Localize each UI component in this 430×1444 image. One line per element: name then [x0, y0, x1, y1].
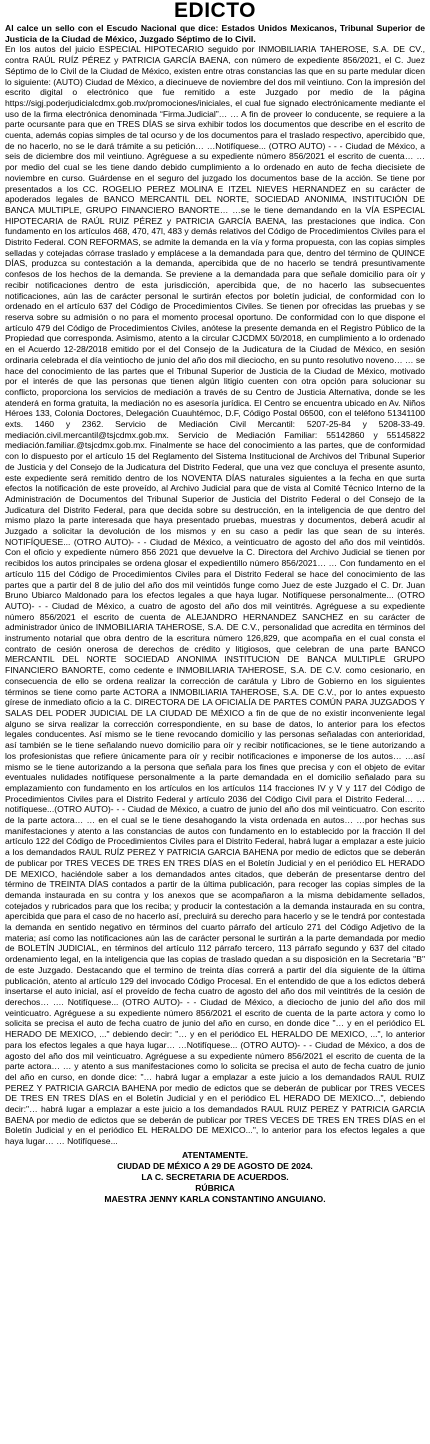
signature-block [5, 1150, 425, 1205]
signature-date: CIUDAD DE MÉXICO A 29 DE AGOSTO DE 2024. [117, 1160, 313, 1171]
signature-closing: ATENTAMENTE. [181, 1149, 249, 1160]
signature-name: MAESTRA JENNY KARLA CONSTANTINO ANGUIANO. [104, 1193, 326, 1204]
document-body: En los autos del juicio ESPECIAL HIPOTECARIO seguido por INMOBILIARIA TAHEROSE, S.A. DE CV., contra RAÚL RUÍZ PÉREZ y PATRICIA GARCÍA BAENA, con número de expediente 856/2021, el C. Juez Séptimo de lo Civil de la Ciudad de México, existen entre otras constancias las que en su parte medular dicen lo siguiente: (AUTO) Ciudad de México, a diecinueve de noviembre del dos mil veintiuno. Con la impresión del escrito digital o electrónico que fue remitido a este Juzgado por medio de la página https://sigj.poderjudicialcdmx.gob.mx/promociones/iniciales, el cual fue signado electrónicamente mediante el uso de la firma electrónica denominada “Firma.Judicial”… … A fin de proveer lo conducente, se requiere a la parte ocursante para que en TRES DÍAS se sirva exhibir todos los documentos que describe en el escrito de cuenta, además copias simples de tal ocurso y de los documentos para el traslado respectivo, apercibido que, de no hacerlo, no se le dará trámite a su petición… …Notifíquese... (OTRO AUTO) - - - Ciudad de México, a seis de diciembre dos mil veintiuno. Agréguese a su expediente número 856/2021 el escrito de cuenta… … por medio del cual se les tiene dando debido cumplimiento a lo ordenado en auto de fecha diecisiete de noviembre en curso. Guárdense en el seguro del juzgado los documentos base de la acción. Se tiene por presentados a los CC. ROGELIO PEREZ MOLINA E ITZEL NIEVES HERNANDEZ en su carácter de apoderados legales de BANCO MERCANTIL DEL NORTE, SOCIEDAD ANONIMA, INSTITUCIÓN DE BANCA MULTIPLE, GRUPO FINANCIERO BANORTE… …se le tiene demandando en la VÍA ESPECIAL HIPOTECARIA de RAÚL RUIZ PÉREZ y PATRICIA GARCÍA BAENA, las prestaciones que indica. Con fundamento en los artículos 468, 470, 47l, 483 y demás relativos del Código de Procedimientos Civiles para el Distrito Federal. CON REFORMAS, se admite la demanda en la vía y forma propuesta, con las copias simples selladas y cotejadas córrase traslado y emplácese a la demandada para que, dentro del término de QUINCE DÍAS, produzca su contestación a la demanda, apercibida que de no hacerlo se tendrá presuntivamente confesos de los hechos de la demanda. Se previene a la demandada para que señale domicilio para oír y recibir notificaciones dentro de esta jurisdicción, apercibida que, de no hacerlo las subsecuentes notificaciones, aún las de carácter personal le surtirán efectos por boletín judicial, de conformidad con lo ordenado en el artículo 637 del Código de Procedimientos Civiles. Se tienen por ofrecidas las pruebas y se reserva sobre su admisión o no para el momento procesal oportuno. De conformidad con lo que dispone el artículo 479 del Código de Procedimientos Civiles, anótese la presente demanda en el Registro Público de la Propiedad que corresponda. Asimismo, atento a la circular CJCDMX 50/2018, en cumplimiento a lo ordenado en el Acuerdo 12-28/2018 emitido por el del Consejo de la Judicatura de la Ciudad de México, en sesión ordinaria celebrada el día veintiocho de junio del año dos mil dieciocho, en su punto resolutivo noveno… … se hace del conocimiento de las partes que el Tribunal Superior de Justicia de la Ciudad de México, motivado por el interés de que las personas que tienen algún litigio cuenten con otra opción para solucionar su conflicto, proporciona los servicios de mediación a través de su Centro de Justicia Alternativa, donde se les atenderá en forma gratuita, la mediación no es asesoría jurídica. El Centro se encuentra ubicado en Av. Niños Héroes 133, Colonia Doctores, Delegación Cuauhtémoc, D.F, Código Postal 06500, con el teléfono 51341100 exts. 1460 y 2362. Servicio de Mediación Civil Mercantil: 5207-25-84 y 5208-33-49. mediación.civil.mercantil@tsjcdmx.gob.mx. Servicio de Mediación Familiar: 55142860 y 55145822 mediación.familiar.@tsjcdmx.gob.mx. Finalmente se hace del conocimiento a las partes, que de conformidad con lo dispuesto por el artículo 15 del Reglamento del Sistema Institucional de Archivos del Tribunal Superior de Justicia y del Consejo de la Judicatura del Distrito Federal, que una vez que concluya el presente asunto, este expediente será remitido dentro de los NOVENTA DÍAS naturales siguientes a la fecha en que surta efectos la notificación de este proveído, al Archivo Judicial para que de vista al Comité Técnico Interno de la Administración de Documentos del Tribunal Superior de Justicia del Distrito Federal o del Consejo de la Judicatura del Distrito Federal, para que decida sobre su destrucción, en la inteligencia de que dentro del mismo plazo la parte interesada que haya presentado pruebas, muestras y documentos, deberá acudir al Juzgado a solicitar la devolución de los mismos y en su caso a pedir las que sean de su interés. NOTIFÍQUESE... (OTRO AUTO)- - - Ciudad de México, a veinticuatro de agosto del año dos mil veintidós. Con el oficio y expediente número 856 2021 que devuelve la C. Directora del Archivo Judicial se tienen por recibidos los autos principales se ordena glosar el expedientillo número 856/2021… … Con fundamento en el artículo 115 del Código de Procedimientos Civiles para el Distrito Federal se hace del conocimiento de las partes que a partir del 8 de julio del año dos mil veintidós funge como Juez de este Juzgado el C. Dr. Juan Bruno Ubiarco Maldonado para los efectos legales a que haya lugar. Notifíquese personalmente... (OTRO AUTO)- - - Ciudad de México, a cuatro de agosto del año dos mil veintitrés. Agréguese a su expediente número 856/2021 el escrito de cuenta de ALEJANDRO HERNANDEZ SANCHEZ en su carácter de administrador único de INMOBILIARIA TAHEROSE, S.A. DE C.V., personalidad que acredita en términos del instrumento notarial que obra dentro de la escritura número 126,829, que acompaña en el cual consta el contrato de cesión onerosa de derechos de crédito y litigiosos, que celebran de una parte BANCO MERCANTIL DEL NORTE SOCIEDAD ANONIMA INSTITUCION DE BANCA MULTIPLE GRUPO FINANCIERO BANORTE, como cedente e INMOBILIARIA TAHEROSE, S.A. DE C.V. como cesionario, en consecuencia de ello se ordena realizar la corrección de carátula y Libro de Gobierno en los siguientes términos se tiene como parte ACTORA a INMOBILIARIA TAHEROSE, S.A. DE C.V., por lo antes expuesto gírese de inmediato oficio a la C. DIRECTORA DE LA OFICIALÍA DE PARTES COMÚN PARA JUZGADOS Y SALAS DEL PODER JUDICIAL DE LA CIUDAD DE MÉXICO a fin de que de no existir inconveniente legal alguno se sirva realizar la corrección correspondiente, en su base de datos, lo anterior para los efectos legales conducentes. Así mismo se le tiene revocando domicilio y las personas señaladas con anterioridad, así también se le tiene señalando nuevo domicilio para oír y recibir notificaciones, se le tiene autorizando a los profesionistas que refiere únicamente para oír y recibir notificaciones e imponerse de los autos… …así mismo se le tiene autorizando a la persona que señala para los fines que precisa y con el objeto de evitar eventuales nulidades notifíquese personalmente a la parte demandada en el domicilio señalado para su emplazamiento con fundamento en los artículos en los artículos 114 fracciones IV y V y 117 del Código de Procedimientos Civiles para el Distrito Federal y artículo 2036 del Código Civil para el Distrito Federal… … notifíquese...(OTRO AUTO)- - - Ciudad de México, a cuatro de junio del año dos mil veinticuatro. Con escrito de la parte actora… … en el cual se le tiene desahogando la vista ordenada en autos… …por hechas sus manifestaciones y atento a las constancias de autos con fundamento en lo establecido por la fracción II del artículo 122 del Código de Procedimientos Civiles para el Distrito Federal, habrá lugar a emplazar a este juicio a los demandados RAUL RUÍZ PEREZ Y PATRICIA GARCIA BAHENA por medio de edictos que se deberán de publicar por TRES VECES DE TRES EN TRES DÍAS en el Boletín Judicial y en el periódico EL HERADO DE MEXICO, haciéndole saber a los demandados antes citados, que deberán de presentarse dentro del término de TREINTA DÍAS contados a partir de la última publicación, para recoger las copias simples de la demanda instaurada en su contra y los anexos que se acompañaron a la misma debidamente sellados, cotejados y rubricados para que los reciba; y producir la contestación a la demanda instaurada en su contra, apercibida que para el caso de no hacerlo así, precluirá su derecho para hacerlo y se le tendrá por contestada la demanda en sentido negativo en términos del cuarto párrafo del artículo 271 del Código Adjetivo de la materia; así como las notificaciones aún las de carácter personal le surtirán a la parte demandada por medio de BOLETÍN JUDICIAL, en términos del artículo 112 párrafo tercero, 113 párrafo segundo y 637 del citado ordenamiento legal, en la inteligencia que las copias de traslado quedan a su disposición en la Secretaria "B" de este Juzgado. Destacando que el termino de treinta días correrá a partir del día siguiente de la última publicación, atento al artículo 129 del invocado Código Procesal. En el entendido de que a los edictos deberá insertarse el auto inicial, así el proveído de fecha cuatro de agosto del año dos mil veintitrés de la cesión de derechos… …. Notifíquese... (OTRO AUTO)- - - Ciudad de México, a dieciocho de junio del año dos mil veinticuatro. Agréguese a su expediente número 856/2021 el escrito de cuenta de la parte actora y como lo solicita se precisa el auto de fecha cuatro de junio del año en curso, en donde dice "… y en el periódico EL HERADO DE MEXICO, ..." debiendo decir: "… y en el periódico EL HERALDO DE MEXICO, ...", lo anterior para los efectos legales a que haya lugar… …Notifíquese... (OTRO AUTO)- - - Ciudad de México, a dos de agosto del año dos mil veinticuatro. Agréguese a su expediente número 856/2021 el escrito de cuenta de la parte actora… … y atento a sus manifestaciones como lo solicita se precisa el auto de fecha cuatro de junio del año en curso, en donde dice: "… habrá lugar a emplazar a este juicio a los demandados RAUL RUIZ PEREZ Y PATRICIA GARCIA BAHENA por medio de edictos que se deberán de publicar por TRES VECES DE TRES EN TRES DÍAS en el Boletín Judicial y en el periódico EL HERADO DE MEXICO...", debiendo decir:"… habrá lugar a emplazar a este juicio a los demandados RAUL RUIZ PEREZ Y PATRICIA GARCIA BAENA por medio de edictos que se deberán de publicar por TRES VECES DE TRES EN TRES DÍAS en el Boletín Judicial y en el periódico EL HERALDO DE MEXICO...", lo anterior para los efectos legales a que haya lugar… … Notifíquese... [5, 44, 425, 1147]
document-title: EDICTO [174, 0, 256, 22]
signature-role: LA C. SECRETARIA DE ACUERDOS. [141, 1171, 289, 1182]
seal-heading: Al calce un sello con el Escudo Nacional que dice: Estados Unidos Mexicanos, Tribunal Superior de Justicia de la Ciudad de México, Juzgado Séptimo de lo Civil. [5, 23, 425, 44]
signature-rubrica: RÚBRICA [195, 1182, 235, 1193]
